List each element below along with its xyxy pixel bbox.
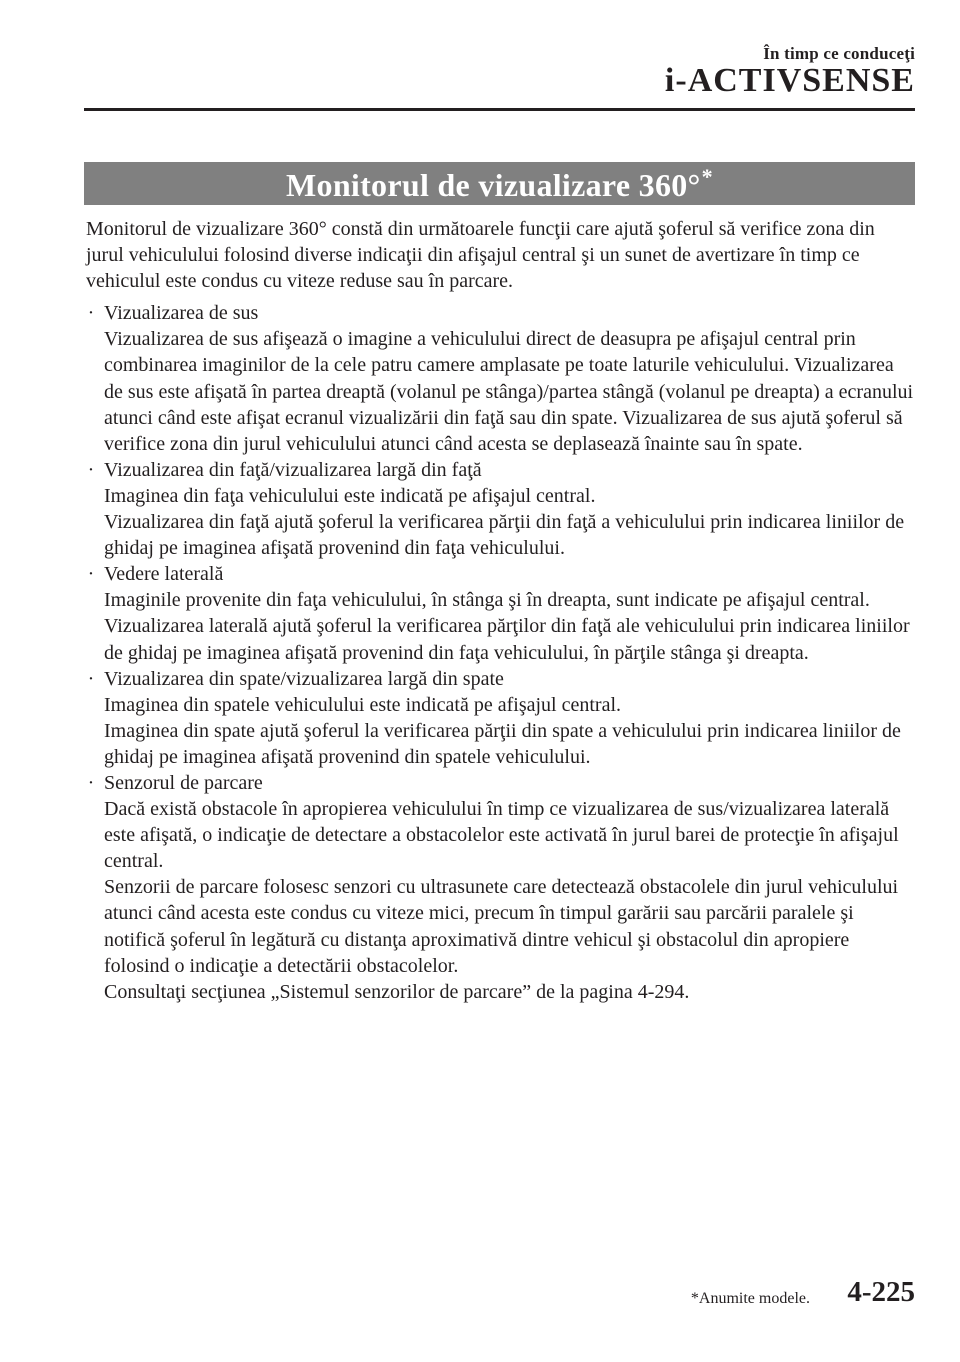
footnote: *Anumite modele. xyxy=(690,1290,810,1307)
feature-title: Senzorul de parcare xyxy=(104,771,263,794)
section-title-bar xyxy=(84,162,915,205)
feature-list-item xyxy=(86,666,915,770)
bullet-icon: · xyxy=(87,458,95,481)
feature-description: Senzorii de parcare folosesc senzori cu ultrasunete care detectează obstacolele din jurul vehiculului atunci când acesta este condus cu viteze mici, precum în timpul garării sau parcării paralele şi notifică şoferul în legătură cu distanţa aproximativă dintre vehicul şi obstacolul din apropiere folosind o indicaţie a detectării obstacolelor. xyxy=(104,876,899,977)
feature-description: Vizualizarea de sus afişează o imagine a vehiculului direct de deasupra pe afişajul central prin combinarea imaginilor de la cele patru camere amplasate pe toate laturile vehiculului. Vizualizarea de sus este afişată în partea dreaptă (volanul pe stânga)/partea stângă (volanul pe dreapta) a ecranului atunci când este afişat ecranul vizualizării din faţă sau din spate. Vizualizarea de sus ajută şoferul să verifice zona din jurul vehiculului atunci când acesta se deplasează înainte sau în spate. xyxy=(104,328,914,455)
bullet-icon: · xyxy=(87,563,95,586)
feature-title: Vizualizarea din spate/vizualizarea largă din spate xyxy=(104,667,504,690)
bullet-icon: · xyxy=(87,302,95,325)
page-content xyxy=(86,216,915,1005)
feature-title: Vizualizarea de sus xyxy=(104,302,259,325)
feature-list-item xyxy=(86,561,915,665)
chapter-title: În timp ce conduceţi xyxy=(763,44,915,63)
feature-description: Vizualizarea din faţă ajută şoferul la verificarea părţii din faţă a vehiculului prin indicarea liniilor de ghidaj pe imaginea afişată provenind din faţa vehiculului. xyxy=(104,511,905,560)
section-title-text: Monitorul de vizualizare 360° xyxy=(286,166,701,203)
feature-list xyxy=(86,300,915,1005)
feature-title: Vedere laterală xyxy=(104,563,224,586)
feature-description: Imaginea din faţa vehiculului este indicată pe afişajul central. xyxy=(104,484,596,507)
feature-list-item xyxy=(86,457,915,561)
header-divider xyxy=(84,108,915,111)
section-title-marker: * xyxy=(701,163,713,189)
section-header-title: i-ACTIVSENSE xyxy=(664,62,915,99)
feature-list-item xyxy=(86,770,915,1005)
feature-title: Vizualizarea din faţă/vizualizarea largă din faţă xyxy=(104,458,482,481)
feature-description: Consultaţi secţiunea „Sistemul senzorilor de parcare” de la pagina 4-294. xyxy=(104,980,690,1003)
bullet-icon: · xyxy=(87,667,95,690)
feature-description: Imaginea din spatele vehiculului este indicată pe afişajul central. xyxy=(104,693,622,716)
feature-list-item xyxy=(86,300,915,457)
section-title xyxy=(286,164,713,204)
feature-description: Vizualizarea laterală ajută şoferul la verificarea părţilor din faţă ale vehiculului prin indicarea liniilor de ghidaj pe imaginea afişată provenind din faţa vehiculului, în părţile stânga şi dreapta. xyxy=(104,615,910,664)
bullet-icon: · xyxy=(87,771,95,794)
feature-description: Dacă există obstacole în apropierea vehiculului în timp ce vizualizarea de sus/vizualizarea laterală este afişată, o indicaţie de detectare a obstacolelor este activată în jurul barei de protecţie în afişajul central. xyxy=(104,798,899,873)
feature-description: Imaginile provenite din faţa vehiculului, în stânga şi în dreapta, sunt indicate pe afişajul central. xyxy=(104,589,870,612)
page-number: 4-225 xyxy=(847,1276,915,1308)
feature-description: Imaginea din spate ajută şoferul la verificarea părţii din spate a vehiculului prin indicarea liniilor de ghidaj pe imaginea afişată provenind din spatele vehiculului. xyxy=(104,719,901,768)
intro-paragraph: Monitorul de vizualizare 360° constă din următoarele funcţii care ajută şoferul să verifice zona din jurul vehiculului folosind diverse indicaţii din afişajul central şi un sunet de avertizare în timp ce vehiculul este condus cu viteze reduse sau în parcare. xyxy=(86,218,875,293)
